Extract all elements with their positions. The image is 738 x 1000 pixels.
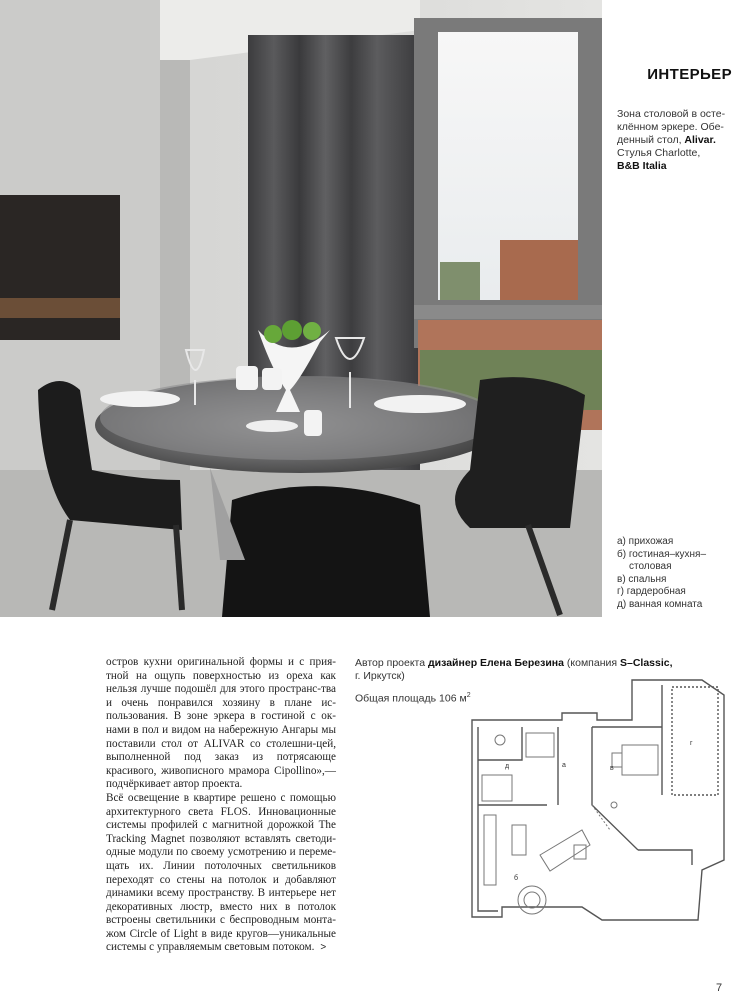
article-body xyxy=(106,656,336,955)
body-paragraph: остров кухни оригинальной формы и с прия-тной на ощупь поверхностью из ореха как нельзя лучше подошёл для этого пространс-тва и очень понравился хозяину в плане ис-пользования. В зоне эркера в гостиной с ок-нами в пол и видом на набережную Ангары мы поставили стол от ALIVAR со столешни-цей, выполненной под заказ из потрясающе красивого, живописного мрамора Cipollino»,— подчёркивает автор проекта. xyxy=(106,656,336,791)
body-paragraph-text: Всё освещение в квартире решено с помощью архитектурного света FLOS. Инновационные системы профилей с магнитной дорожкой The Tracking Magnet позволяют вставлять светоди-одные модули по своему усмотрению и переме-щать их. Линии потолочных светильников переходят со стены на потолок и добавляют динамики всему пространству. В интерьере нет декоративных люстр, вместо них в потолок встроены светильники с беспроводным монта-жом Circle of Light в виде кругов—уникальные системы с управляемым световым потоком. xyxy=(106,791,336,954)
body-paragraph xyxy=(106,792,336,955)
section-title: ИНТЕРЬЕР xyxy=(647,66,732,83)
caption-line: Зона столовой в осте- xyxy=(617,108,726,120)
caption-text: денный стол, xyxy=(617,134,685,146)
caption-line: клённом эркере. Обе- xyxy=(617,121,724,133)
continue-arrow-icon: > xyxy=(320,942,327,954)
plan-legend xyxy=(617,536,732,611)
area-label: Общая площадь 106 м xyxy=(355,692,467,705)
page-number: 7 xyxy=(716,982,723,994)
caption-brand: B&B Italia xyxy=(617,160,667,172)
plan-label-b: б xyxy=(514,875,519,882)
designer-name: дизайнер Елена Березина xyxy=(428,657,564,669)
plan-label-a: а xyxy=(562,762,566,769)
legend-item: б) гостиная–кухня– xyxy=(617,548,707,560)
caption-line xyxy=(617,160,732,173)
caption-line: Стулья Charlotte, xyxy=(617,147,701,159)
legend-item: в) спальня xyxy=(617,573,667,585)
legend-item: д) ванная комната xyxy=(617,598,703,610)
plan-label-d: д xyxy=(505,763,510,770)
credits-text: Автор проекта xyxy=(355,657,429,669)
floor-plan xyxy=(462,675,732,925)
legend-item: а) прихожая xyxy=(617,536,674,547)
caption-line xyxy=(617,134,732,147)
legend-item: г) гардеробная xyxy=(617,586,686,597)
area-unit-sup: 2 xyxy=(466,692,471,699)
total-area xyxy=(355,692,471,705)
plan-label-v: в xyxy=(610,765,614,772)
legend-item: столовая xyxy=(629,561,672,572)
caption-brand: Alivar. xyxy=(684,134,716,146)
plan-label-g: г xyxy=(690,740,693,747)
credits-text: (компания xyxy=(564,657,620,669)
credits-city: г. Иркутск) xyxy=(355,670,405,682)
company-name: S–Classic, xyxy=(619,657,673,669)
photo-caption xyxy=(617,108,732,173)
